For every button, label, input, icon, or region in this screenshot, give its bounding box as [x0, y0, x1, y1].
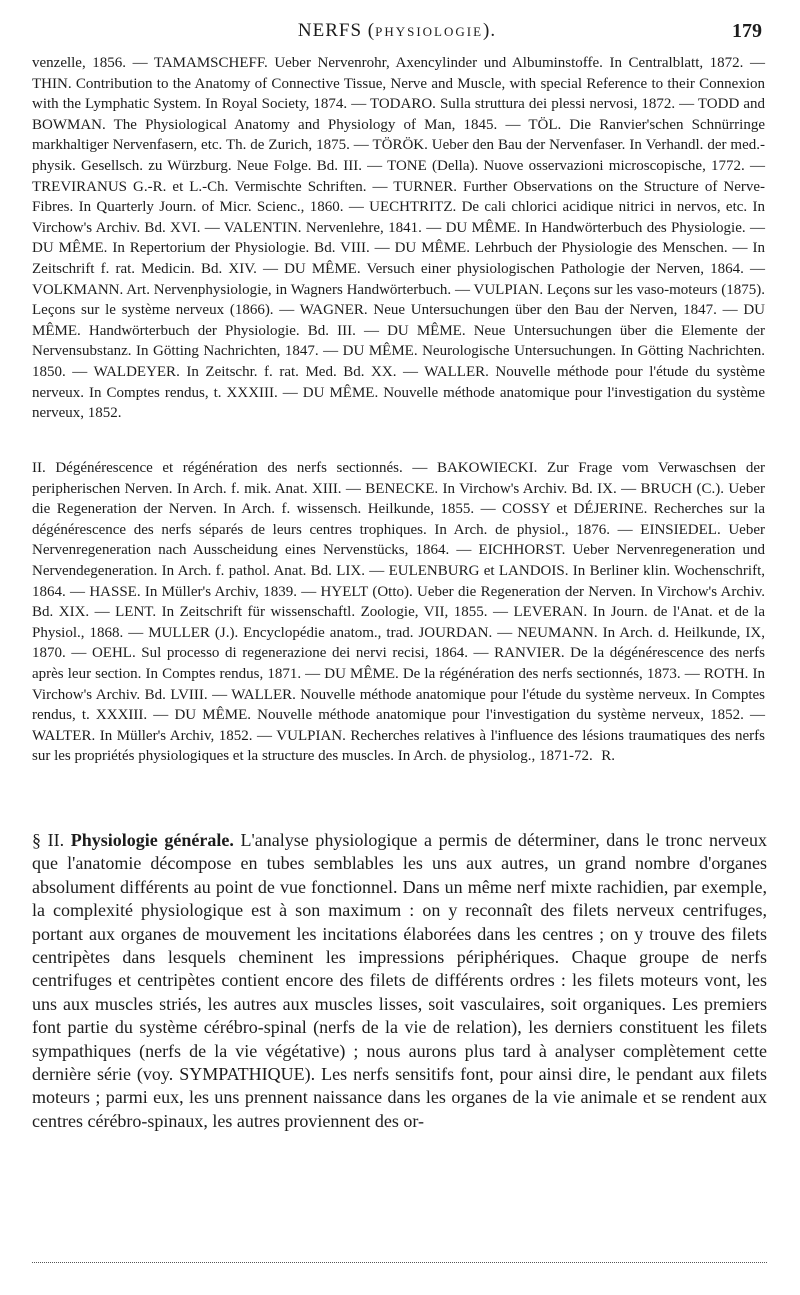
- author-signature: R.: [601, 748, 615, 765]
- running-head: [32, 20, 762, 46]
- page-number: 179: [732, 20, 762, 42]
- section-paragraph: [32, 829, 767, 1133]
- section-body: [32, 829, 767, 1133]
- bibliography-block-2: [32, 458, 765, 767]
- bibliography-text-2: II. Dégénérescence et régénération des nerfs sectionnés. — BAKOWIECKI. Zur Frage vom Verwaschsen der peripherischen Nerven. In Arch. f. mik. Anat. XIII. — BENECKE. In Virchow's Archiv. Bd. IX. — BRUCH (C.). Ueber die Regeneration der Nerven. In Arch. f. wissensch. Heilkunde, 1855. — COSSY et DÉJERINE. Recherches sur la dégénérescence des nerfs séparés de leurs centres trophiques. In Arch. de physiol., 1876. — EINSIEDEL. Ueber Nervenregeneration nach Ausscheidung eines Nervenstücks, 1864. — EICHHORST. Ueber Nervenregeneration und Nervendegeneration. In Arch. f. pathol. Anat. Bd. LIX. — EULENBURG et LANDOIS. In Berliner klin. Wochenschrift, 1864. — HASSE. In Müller's Archiv, 1839. — HYELT (Otto). Ueber die Regeneration der Nerven. In Virchow's Archiv. Bd. XIX. — LENT. In Zeitschrift für wissenschaftl. Zoologie, VII, 1855. — LEVERAN. In Journ. de l'Anat. et de la Physiol., 1868. — MULLER (J.). Encyclopédie anatom., trad. JOURDAN. — NEUMANN. In Arch. d. Heilkunde, IX, 1870. — OEHL. Sul processo di regenerazione dei nervi recisi, 1864. — RANVIER. De la dégénérescence des nerfs après leur section. In Comptes rendus, 1871. — DU MÊME. De la régénération des nerfs sectionnés, 1873. — ROTH. In Virchow's Archiv. Bd. LVIII. — WALLER. Nouvelle méthode anatomique pour l'étude du système nerveux. In Comptes rendus, t. XXXIII. — DU MÊME. Nouvelle méthode anatomique pour l'investigation du système nerveux, 1852. — WALTER. In Müller's Archiv, 1852. — VULPIAN. Recherches relatives à l'influence des lésions traumatiques des nerfs sur les propriétés physiologiques et la structure des muscles. In Arch. de physiolog., 1871-72.: [32, 460, 765, 765]
- bibliography-block-1: [32, 53, 765, 424]
- running-head-subtitle: PHYSIOLOGIE: [375, 24, 484, 39]
- bibliography-paragraph-2: [32, 458, 765, 767]
- section-heading: Physiologie générale.: [70, 830, 234, 850]
- bibliography-text-1: venzelle, 1856. — TAMAMSCHEFF. Ueber Nervenrohr, Axencylinder und Albuminstoffe. In Centralblatt, 1872. — THIN. Contribution to the Anatomy of Connective Tissue, Nerve and Muscle, with special Reference to their Connexion with the Lymphatic System. In Royal Society, 1874. — TODARO. Sulla struttura dei plessi nervosi, 1872. — TODD and BOWMAN. The Physiological Anatomy and Physiology of Man, 1845. — TÖL. Die Ranvier'schen Schnürringe markhaltiger Nervenfasern, etc. Th. de Zurich, 1875. — TÖRÖK. Ueber den Bau der Nervenfaser. In Verhandl. der med.-physik. Gesellsch. zu Würzburg. Neue Folge. Bd. III. — TONE (Della). Nuove osservazioni microscopische, 1772. — TREVIRANUS G.-R. et L.-Ch. Vermischte Schriften. — TURNER. Further Observations on the Structure of Nerve-Fibres. In Quarterly Journ. of Micr. Scienc., 1860. — UECHTRITZ. De cali chlorici acidique nitrici in nervos, etc. In Virchow's Archiv. Bd. XVI. — VALENTIN. Nervenlehre, 1841. — DU MÊME. In Handwörterbuch des Physiologie. — DU MÊME. In Repertorium der Physiologie. Bd. VIII. — DU MÊME. Lehrbuch der Physiologie des Menschen. — In Zeitschrift f. rat. Medicin. Bd. XIV. — DU MÊME. Versuch einer physiologischen Pathologie der Nerven, 1864. — VOLKMANN. Art. Nervenphysiologie, in Wagners Handwörterbuch. — VULPIAN. Leçons sur les vaso-moteurs (1875). Leçons sur le système nerveux (1866). — WAGNER. Neue Untersuchungen über den Bau der Nerven, 1847. — DU MÊME. Handwörterbuch der Physiologie. Bd. III. — DU MÊME. Neue Untersuchungen über die Elemente der Nervensubstanz. In Götting Nachrichten, 1847. — DU MÊME. Neurologische Untersuchungen. In Götting Nachrichten. 1850. — WALDEYER. In Zeitschr. f. rat. Med. Bd. XX. — WALLER. Nouvelle méthode pour l'étude du système nerveux. In Comptes rendus, t. XXXIII. — DU MÊME. Nouvelle méthode anatomique pour l'investigation du système nerveux, 1852.: [32, 55, 765, 422]
- section-body-text: L'analyse physiologique a permis de déterminer, dans le tronc nerveux que l'anatomie décompose en tubes semblables les uns aux autres, un grand nombre d'organes absolument différents au point de vue fonctionnel. Dans un même nerf mixte rachidien, par exemple, la complexité physiologique est à son maximum : on y reconnaît des filets nerveux centrifuges, portant aux organes de mouvement les incitations élaborées dans les centres ; on y trouve des filets centripètes dans lesquels cheminent les impressions périphériques. Chaque groupe de nerfs centrifuges et centripètes contient encore des filets de différents ordres : les filets moteurs vont, les uns aux muscles striés, les autres aux muscles lisses, soit vasculaires, soit organiques. Les premiers font partie du système cérébro-spinal (nerfs de la vie de relation), les derniers constituent les filets sympathiques (nerfs de la vie végétative) ; nous aurons plus tard à analyser complètement cette dernière série (voy. SYMPATHIQUE). Les nerfs sensitifs font, pour ainsi dire, le pendant aux filets moteurs ; parmi eux, les uns prennent naissance dans les organes de la vie animale et se rendent aux centres cérébro-spinaux, les autres proviennent des or-: [32, 830, 768, 1131]
- section-marker: § II.: [32, 830, 65, 850]
- footer-rule: [32, 1262, 767, 1263]
- running-head-title: NERFS (PHYSIOLOGIE).: [297, 20, 497, 41]
